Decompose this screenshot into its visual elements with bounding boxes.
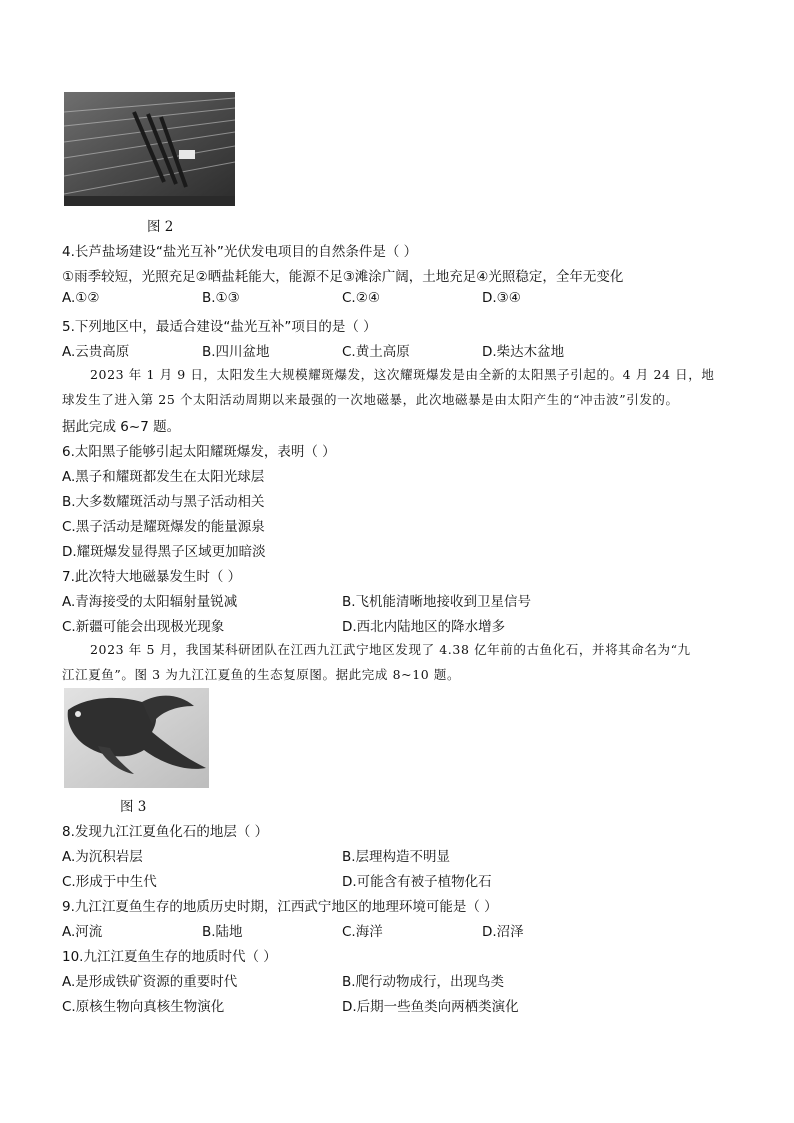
question-5-option-c[interactable]: C.黄土高原	[342, 344, 410, 360]
question-5-option-a[interactable]: A.云贵高原	[62, 344, 130, 360]
question-4-stem: 4.长芦盐场建设“盐光互补”光伏发电项目的自然条件是（ ）	[62, 244, 418, 260]
question-4-option-b[interactable]: B.①③	[202, 290, 240, 306]
question-5-stem: 5.下列地区中，最适合建设“盐光互补”项目的是（ ）	[62, 319, 377, 335]
question-7-option-b[interactable]: B.飞机能清晰地接收到卫星信号	[342, 594, 532, 610]
question-6-option-c[interactable]: C.黑子活动是耀斑爆发的能量源泉	[62, 519, 265, 535]
passage-1-line-1: 2023 年 1 月 9 日，太阳发生大规模耀斑爆发，这次耀斑爆发是由全新的太阳黑子引起的。4 月 24 日，地	[90, 367, 715, 382]
passage-1-line-2: 球发生了进入第 25 个太阳活动周期以来最强的一次地磁暴，此次地磁暴是由太阳产生的“冲击波”引发的。	[62, 392, 679, 407]
fish-reconstruction-image	[64, 688, 209, 788]
question-10-option-d[interactable]: D.后期一些鱼类向两栖类演化	[342, 999, 519, 1015]
question-6-option-d[interactable]: D.耀斑爆发显得黑子区域更加暗淡	[62, 544, 266, 560]
question-6-stem: 6.太阳黑子能够引起太阳耀斑爆发，表明（ ）	[62, 444, 336, 460]
question-8-option-d[interactable]: D.可能含有被子植物化石	[342, 874, 492, 890]
question-6-option-a[interactable]: A.黑子和耀斑都发生在太阳光球层	[62, 469, 265, 485]
question-4-option-d[interactable]: D.③④	[482, 290, 521, 306]
figure-2-photo	[64, 92, 235, 206]
question-9-option-d[interactable]: D.沼泽	[482, 924, 524, 940]
passage-1-line-3: 据此完成 6~7 题。	[62, 419, 181, 435]
question-7-option-d[interactable]: D.西北内陆地区的降水增多	[342, 619, 506, 635]
question-7-option-c[interactable]: C.新疆可能会出现极光现象	[62, 619, 225, 635]
question-8-option-b[interactable]: B.层理构造不明显	[342, 849, 451, 865]
figure-3-photo	[64, 688, 209, 788]
question-10-option-a[interactable]: A.是形成铁矿资源的重要时代	[62, 974, 238, 990]
question-9-stem: 9.九江江夏鱼生存的地质历史时期，江西武宁地区的地理环境可能是（ ）	[62, 899, 498, 915]
question-10-option-c[interactable]: C.原核生物向真核生物演化	[62, 999, 225, 1015]
question-4-statements: ①雨季较短，光照充足②晒盐耗能大，能源不足③滩涂广阔，土地充足④光照稳定，全年无变化	[62, 269, 624, 285]
question-4-option-a[interactable]: A.①②	[62, 290, 100, 306]
question-7-option-a[interactable]: A.青海接受的太阳辐射量锐减	[62, 594, 238, 610]
question-8-option-a[interactable]: A.为沉积岩层	[62, 849, 143, 865]
question-7-stem: 7.此次特大地磁暴发生时（ ）	[62, 569, 242, 585]
question-6-option-b[interactable]: B.大多数耀斑活动与黑子活动相关	[62, 494, 265, 510]
question-10-option-b[interactable]: B.爬行动物成行，出现鸟类	[342, 974, 505, 990]
passage-2-line-1: 2023 年 5 月，我国某科研团队在江西九江武宁地区发现了 4.38 亿年前的古鱼化石，并将其命名为“九	[90, 642, 691, 657]
passage-2-line-2: 江江夏鱼”。图 3 为九江江夏鱼的生态复原图。据此完成 8~10 题。	[62, 667, 461, 682]
figure-2-caption: 图 2	[147, 219, 174, 235]
question-8-stem: 8.发现九江江夏鱼化石的地层（ ）	[62, 824, 269, 840]
question-8-option-c[interactable]: C.形成于中生代	[62, 874, 157, 890]
salt-pan-photovoltaic-photo	[64, 92, 235, 206]
question-10-stem: 10.九江江夏鱼生存的地质时代（ ）	[62, 949, 277, 965]
question-4-option-c[interactable]: C.②④	[342, 290, 380, 306]
question-5-option-d[interactable]: D.柴达木盆地	[482, 344, 565, 360]
question-9-option-c[interactable]: C.海洋	[342, 924, 383, 940]
question-5-option-b[interactable]: B.四川盆地	[202, 344, 270, 360]
question-9-option-b[interactable]: B.陆地	[202, 924, 243, 940]
figure-3-caption: 图 3	[120, 799, 147, 815]
question-9-option-a[interactable]: A.河流	[62, 924, 103, 940]
